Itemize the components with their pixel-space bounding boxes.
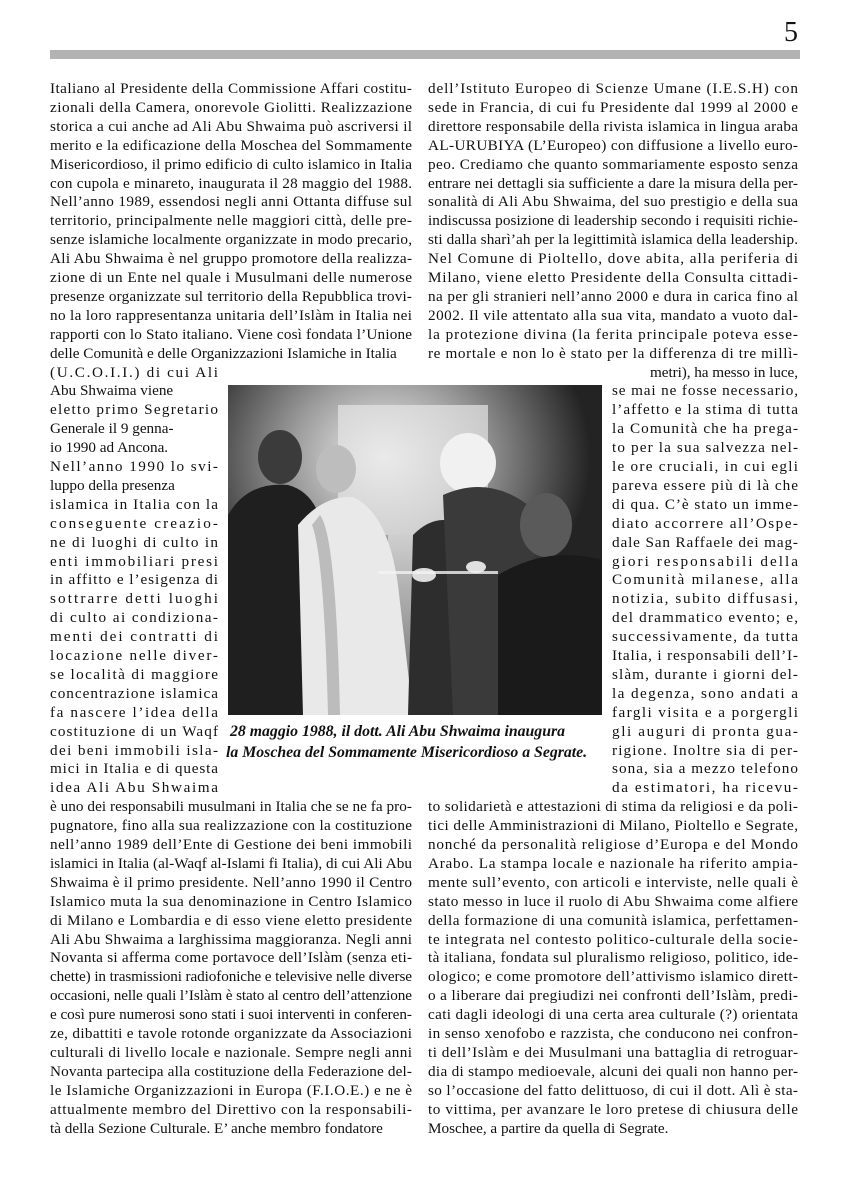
text-line: Novanta partecipa alla costituzione della Federazione del- [50,1062,413,1080]
text-line: sti dalla sharì’ah per la legittimità islamica della leadership. [428,231,799,249]
text-line: entrare nei dettagli sia sufficiente a dare la misura della per- [428,174,799,192]
text-line: Italia, i responsabili dell’I- [612,647,799,664]
text-line: fa nascere l’idea della [50,703,220,721]
text-line: la protezione divina (la ferita principale poteva esse- [428,325,799,343]
text-line: della formazione di una comunità islamica, perfettamen- [428,911,799,929]
text-line: ologico; e come promotore dell’attivismo islamico dirett- [428,968,799,986]
text-line: culturali di livello locale e nazionale. Sempre negli anni [50,1043,413,1061]
text-line: islamici in Italia (al-Waqf al-Islami fi Italia), di cui Ali Abu [50,854,413,872]
text-line: ze, dibattiti e tavole rotonde organizzate da Associazioni [50,1025,413,1042]
text-line: le Islamiche Organizzazioni in Europa (F.I.O.E.) e ne è [50,1081,413,1099]
text-line: Novanta si afferma come portavoce dell’Islàm (senza eti- [50,949,413,967]
text-line: di culto ai condiziona- [50,609,220,627]
text-line: se mai ne fosse necessario, [612,382,799,400]
text-line: senze islamiche localmente organizzate in modo precario, [50,231,413,249]
text-line: Nell’anno 1990 lo svi- [50,458,220,475]
text-line: to vittima, per avanzare le loro pretese di chiusura delle [428,1100,799,1118]
text-line: nell’anno 1989 dell’Ente di Gestione dei beni immobili [50,836,413,853]
text-line: Italiano al Presidente della Commissione Affari costitu- [50,80,413,97]
inauguration-photo [228,385,602,715]
text-line: diato accorrere all’Ospe- [612,514,800,532]
text-line: è uno dei responsabili musulmani in Italia che se ne fa pro- [50,798,413,816]
text-line: re mortale e non lo è stato per la differenza di tre millì- [428,344,799,362]
text-line: mente sull’evento, con articoli e interviste, nelle quali è [428,873,799,891]
text-line: AL-URUBIYA (L’Europeo) con diffusione a livello euro- [428,136,799,154]
text-line: fargli visita e a porgergli [612,703,800,721]
text-line: (U.C.O.I.I.) di cui Ali [50,363,220,381]
text-line: dia di stampo medioevale, alcuni dei quali non hanno per- [428,1062,799,1080]
text-line: se località di maggiore [50,665,220,683]
text-line: zione di un Ente nel quale i Musulmani delle numerose [50,269,413,286]
text-line: pareva essere più di là che [612,476,800,494]
text-line: rapporti con lo Stato italiano. Viene così fondata l’Unione [50,325,413,343]
text-line: to solidarietà e attestazioni di stima da religiosi e da poli- [428,798,799,816]
text-line: sonalità di Ali Abu Shwaima, del suo prestigio e della sua [428,193,799,211]
text-line: Abu Shwaima viene [50,382,174,400]
text-line: o a liberare dai pregiudizi nei confronti dell’Islàm, predi- [428,987,799,1005]
text-line: ti dell’Islàm e dei Musulmani una battaglia di retroguar- [428,1043,799,1061]
text-line: delle Comunità e delle Organizzazioni Islamiche in Italia [50,344,397,362]
text-line: territorio, principalmente nelle maggiori città, delle pre- [50,212,413,230]
text-line: tà italiana, fondata sul pluralismo religioso, politico, ide- [428,949,799,967]
text-line: tici delle Amministrazioni di Milano, Pioltello e Segrate, [428,817,799,835]
text-line: Shwaima è il primo presidente. Nell’anno 1990 il Centro [50,873,413,891]
text-line: metri), ha messo in luce, [650,363,798,381]
text-line: idea Ali Abu Shwaima [50,779,220,797]
text-line: ne di luoghi di culto in [50,533,220,551]
text-line: giori responsabili della [612,552,801,570]
text-line: Generale il 9 genna- [50,420,174,438]
text-line: nonché da personalità religiose d’Europa e del Mondo [428,836,799,853]
text-line: in senso xenofobo e razzista, che conducono nei confron- [428,1025,799,1042]
text-line: le ore cruciali, in cui egli [612,458,800,475]
text-line: Milano, viene eletto Presidente della Consulta cittadi- [428,269,799,286]
text-line: na per gli stranieri nell’anno 2000 e dura in carica fino al [428,287,799,305]
text-line: 2002. Il vile attentato alla sua vita, mandato a vuoto dal- [428,306,799,324]
text-line: sede in Francia, di cui fu Presidente dal 1999 al 2000 e [428,98,799,116]
text-line: notizia, subito diffusasi, [612,590,800,608]
photo-image [228,385,602,715]
text-line: islamica in Italia con la [50,495,220,513]
text-line: costituzione di un Waqf [50,722,220,740]
text-line: Comunità milanese, alla [612,571,800,589]
text-line: tà della Sezione Culturale. E’ anche membro fondatore [50,1119,383,1137]
text-line: enti immobiliari presi [50,552,220,570]
text-line: con cupola e minareto, inaugurata il 28 maggio del 1988. [50,174,413,192]
page-number: 5 [784,17,798,48]
text-line: slàm, durante i giorni del- [612,665,800,683]
text-line: stato messo in luce il ruolo di Abu Shwaima come alfiere [428,892,799,910]
text-line: luppo della presenza [50,476,175,494]
caption-line: 28 maggio 1988, il dott. Ali Abu Shwaima inaugura [230,723,566,740]
text-line: occasioni, nelle quali l’Islàm è stato al centro dell’attenzione [50,987,412,1005]
text-line: attualmente membro del Direttivo con la responsabili- [50,1100,413,1118]
text-line: cati dagli ideologi di una certa area culturale (?) orientata [428,1006,799,1024]
text-line: Nell’anno 1989, essendosi negli anni Ottanta diffuse sul [50,193,413,211]
text-line: Ali Abu Shwaima è nel gruppo promotore della realizza- [50,250,413,268]
text-line: Misericordioso, il primo edificio di culto islamico in Italia [50,155,413,173]
text-line: da estimatori, ha ricevu- [612,779,800,797]
text-line: Islamico muta la sua denominazione in Centro Islamico [50,892,413,910]
text-line: la Comunità che ha prega- [612,420,800,438]
text-line: so l’occasione del fatto delittuoso, di cui il dott. Alì è sta- [428,1081,799,1099]
text-line: concentrazione islamica [50,684,219,702]
text-line: sona, sia a mezzo telefono [612,760,800,778]
text-line: l’affetto e la stima di tutta [612,401,800,419]
text-line: to per la sua salvezza nel- [612,439,800,457]
text-line: eletto primo Segretario [50,401,220,419]
text-line: conseguente creazio- [50,514,221,532]
text-line: menti dei contratti di [50,628,220,646]
text-line: pugnatore, fino alla sua realizzazione con la costituzione [50,817,413,835]
text-line: indiscussa posizione di leadership secondo i requisiti richie- [428,212,799,230]
text-line: direttore responsabile della rivista islamica in lingua araba [428,117,799,135]
text-line: peo. Crediamo che quanto sommariamente esposto senza [428,155,799,173]
text-line: rigione. Inoltre sia di per- [612,741,800,759]
text-line: di qua. C’è stato un imme- [612,495,799,513]
text-line: la degenza, sono andati a [612,684,800,702]
text-line: dei beni immobili isla- [50,741,220,759]
text-line: presenze organizzate sul territorio della Repubblica trovi- [50,287,413,305]
text-line: te integrata nel contesto politico-culturale della socie- [428,930,799,948]
text-line: no la loro rappresentanza unitaria dell’Islàm in Italia nei [50,306,413,324]
text-line: dell’Istituto Europeo di Scienze Umane (I.E.S.H) con [428,80,799,97]
text-line: Moschee, a partire da quella di Segrate. [428,1119,669,1137]
text-line: locazione nelle diver- [50,647,220,664]
text-line: storica a cui anche ad Ali Abu Shwaima può ascriversi il [50,117,413,135]
text-line: chette) in trasmissioni radiofoniche e televisive nelle diverse [50,968,412,986]
text-line: Arabo. La stampa locale e nazionale ha riferito ampia- [428,854,799,872]
text-line: gli auguri di pronta gua- [612,722,800,740]
text-line: del drammatico evento; e, [612,609,800,627]
text-line: Nel Comune di Pioltello, dove abita, alla periferia di [428,250,799,268]
text-line: successivamente, da tutta [612,628,800,646]
text-line: sottrarre detti luoghi [50,590,221,608]
text-line: dale San Raffaele dei mag- [612,533,799,551]
caption-line: la Moschea del Sommamente Misericordioso a Segrate. [226,744,588,761]
text-line: in affitto e l’esigenza di [50,571,219,589]
text-line: merito e la edificazione della Moschea del Sommamente [50,136,413,154]
text-line: zionali della Camera, onorevole Giolitti. Realizzazione [50,98,413,116]
text-line: e così pure numerosi sono stati i suoi interventi in conferen- [50,1006,412,1024]
text-line: io 1990 ad Ancona. [50,439,169,457]
text-line: mici in Italia e di questa [50,760,219,778]
text-line: Ali Abu Shwaima a larghissima maggioranza. Negli anni [50,930,413,948]
text-line: di Milano e Lombardia e di esso viene eletto presidente [50,911,413,929]
header-rule [50,50,800,59]
